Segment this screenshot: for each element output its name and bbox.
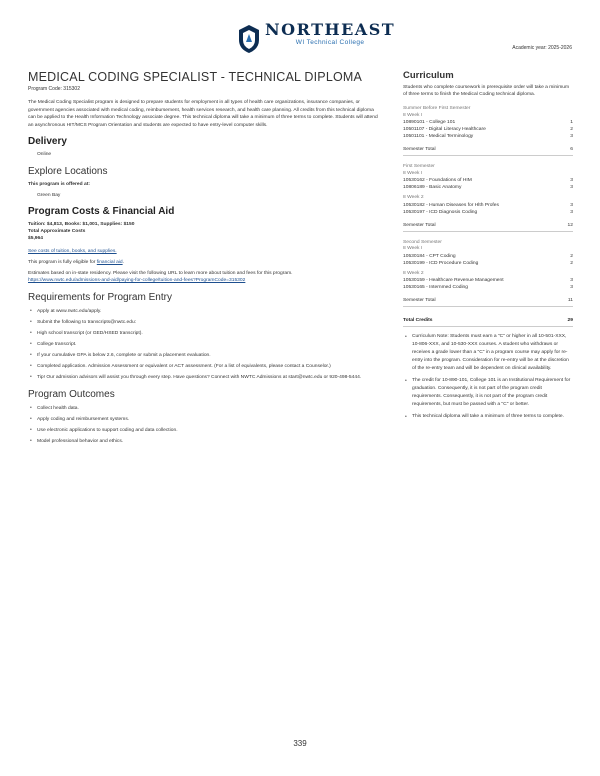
list-item: • This technical diploma will take a minimum of three terms to complete. [403,413,573,421]
course-credits: 3 [570,178,573,183]
list-item: • Collect health data. [28,405,382,412]
locations-heading: Explore Locations [28,166,108,178]
tuition-fees-url-link[interactable]: https://www.nwtc.edu/admissions-and-aid/paying-for-college/tuition-and-fees?ProgramCode=315302 [28,278,246,284]
total-costs-value: $5,964 [28,236,43,242]
eligible-text: This program is fully eligible for [28,260,97,266]
list-item: • Apply at www.nwtc.edu/apply. [28,308,382,315]
course-row [403,209,573,216]
list-item: • Use electronic applications to support coding and data collection. [28,427,382,434]
course-name: 10530197 - ICD Diagnosis Coding [403,209,478,215]
semester-total-label: Semester Total [403,147,436,152]
list-item: • College transcript. [28,341,382,348]
week-label: 8 Week 2 [403,270,424,276]
week-label: 8 Week I [403,170,423,176]
semester-total-value: 11 [567,298,573,303]
curriculum-notes [403,333,573,421]
semester-summer [403,106,573,156]
shield-logo-icon [238,24,260,54]
outcomes-list [28,405,382,445]
delivery-heading: Delivery [28,136,67,148]
course-row [403,277,573,284]
logo-subtitle: WI Technical College [295,39,365,46]
tuition-breakdown: Tuition: $4,813, Books: $1,001, Supplies: $150 [28,222,135,228]
course-credits: 3 [570,209,573,215]
course-credits: 2 [570,253,573,259]
course-name: 10501101 - Medical Terminology [403,134,474,139]
course-credits: 1 [570,120,573,125]
course-row [403,284,573,291]
page-header [0,0,600,60]
semester-first [403,164,573,232]
page-number: 339 [293,739,307,748]
delivery-value: Online [37,152,52,158]
course-row [403,119,573,126]
week-label: 8 Week 2 [403,195,424,200]
week-label: 8 Week I [403,112,423,118]
semester-total-row [403,297,573,307]
requirements-heading: Requirements for Program Entry [28,292,172,304]
main-column [28,70,382,449]
see-costs-link[interactable]: See costs of tuition, books, and supplies. [28,249,117,255]
program-title: MEDICAL CODING SPECIALIST - TECHNICAL DIPLOMA [28,70,363,84]
course-row [403,253,573,260]
list-item: • The credit for 10-890-101, College 101 is an Institutional Requirement for graduation. Consequently, it is not part of the program credit requirements. Consequently, it is not part of the program credit requirements, but must be passed with a "C" or better. [403,377,573,409]
course-credits: 3 [570,185,573,190]
total-costs-label: Total Approximate Costs [28,229,86,235]
logo-name: NORTHEAST [265,20,396,39]
semester-total-value: 6 [570,147,573,152]
list-item: • Curriculum Note: Students must earn a "C" or higher in all 10-501-XXX, 10-806-XXX, and 10-530-XXX courses. A student who withdraws or receives a grade lower than a "C" in a program course may apply for re-entry into the program. Consideration for re-entry will be at the discretion of the re-entry team and will be dependent on clinical availability. [403,333,573,373]
program-description: The Medical Coding Specialist program is designed to prepare students for employment in all types of health care organizations, insurance companies, or government agencies associated with medical coding, reimbursement, health services research, and health care planning. All credits from this technical diploma can be applied to the Health Information Technology associate degree. This technical diploma will take a minimum of three terms to complete. Students will attend an asynchronous HIT/MCS Program Orientation and students are expected to have entry-level computer skills. [28,100,378,128]
course-name: 10530199 - ICD Procedure Coding [403,260,479,266]
semester-name: Summer Before First Semester [403,106,471,111]
costs-heading: Program Costs & Financial Aid [28,206,175,218]
total-credits-value: 29 [567,318,573,323]
course-name: 10530159 - Healthcare Revenue Management [403,278,504,283]
course-name: 10806189 - Basic Anatomy [403,185,462,190]
semester-total-label: Semester Total [403,222,436,228]
outcomes-heading: Program Outcomes [28,389,115,401]
location-item: Green Bay [37,193,61,199]
locations-intro: This program is offered at: [28,182,90,188]
curriculum-intro: Students who complete coursework in prerequisite order will take a minimum of three terms to finish the Medical Coding technical diploma. [403,85,570,97]
financial-aid-link[interactable]: financial aid [96,260,123,266]
course-row [403,177,573,184]
course-name: 10530162 - Foundations of HIM [403,178,472,183]
list-item: • If your cumulative GPA is below 2.6, complete or submit a placement evaluation. [28,352,382,359]
financial-aid-eligibility [28,259,382,266]
course-credits: 3 [570,285,573,290]
course-name: 10530182 - Human Diseases for Hlth Profes [403,202,499,208]
course-row [403,126,573,133]
course-name: 10501107 - Digital Literacy Healthcare [403,127,486,132]
semester-name: First Semester [403,164,435,169]
week-label: 8 Week I [403,246,423,251]
course-row [403,260,573,267]
semester-name: Second Semester [403,239,442,245]
requirements-list [28,308,382,381]
curriculum-heading: Curriculum [403,70,454,81]
semester-second [403,240,573,308]
semester-total-row [403,222,573,232]
course-name: 10890101 - College 101 [403,120,456,125]
semester-total-label: Semester Total [403,298,436,303]
course-name: 10530184 - CPT Coding [403,253,456,259]
course-credits: 2 [570,127,573,132]
estimates-note: Estimates based on in-state residency. Please visit the following URL to learn more about tuition and fees for this program. [28,271,293,277]
course-credits: 3 [570,202,573,208]
eligible-end: . [122,260,124,266]
list-item: • Apply coding and reimbursement systems. [28,416,382,423]
course-row [403,133,573,140]
semester-total-row [403,146,573,156]
course-credits: 3 [570,278,573,283]
list-item: • Completed application. Admission Assessment or equivalent or ACT assessment. (For a list of equivalents, please contact a Counselor.) [28,363,382,370]
list-item: • Model professional behavior and ethics. [28,438,382,445]
college-logo[interactable] [238,22,395,54]
list-item: • Submit the following to transcripts@nwtc.edu: [28,319,382,326]
course-name: 10530165 - Internmed Coding [403,285,468,290]
program-code: Program Code: 315302 [28,86,80,92]
course-row [403,202,573,209]
list-item: • Tip! Our admission advisors will assist you through every step. Have questions? Connect with NWTC Admissions at start@nwtc.edu or 920-498-5444. [28,374,382,381]
total-credits-label: Total Credits [403,318,433,323]
semester-total-value: 12 [567,222,573,228]
list-item: • High school transcript (or GED/HSED transcript). [28,330,382,337]
academic-year: Academic year: 2025-2026 [512,45,572,51]
course-row [403,184,573,191]
curriculum-column [403,70,573,425]
course-credits: 3 [570,134,573,139]
course-credits: 2 [570,260,573,266]
total-credits-row [403,317,573,327]
